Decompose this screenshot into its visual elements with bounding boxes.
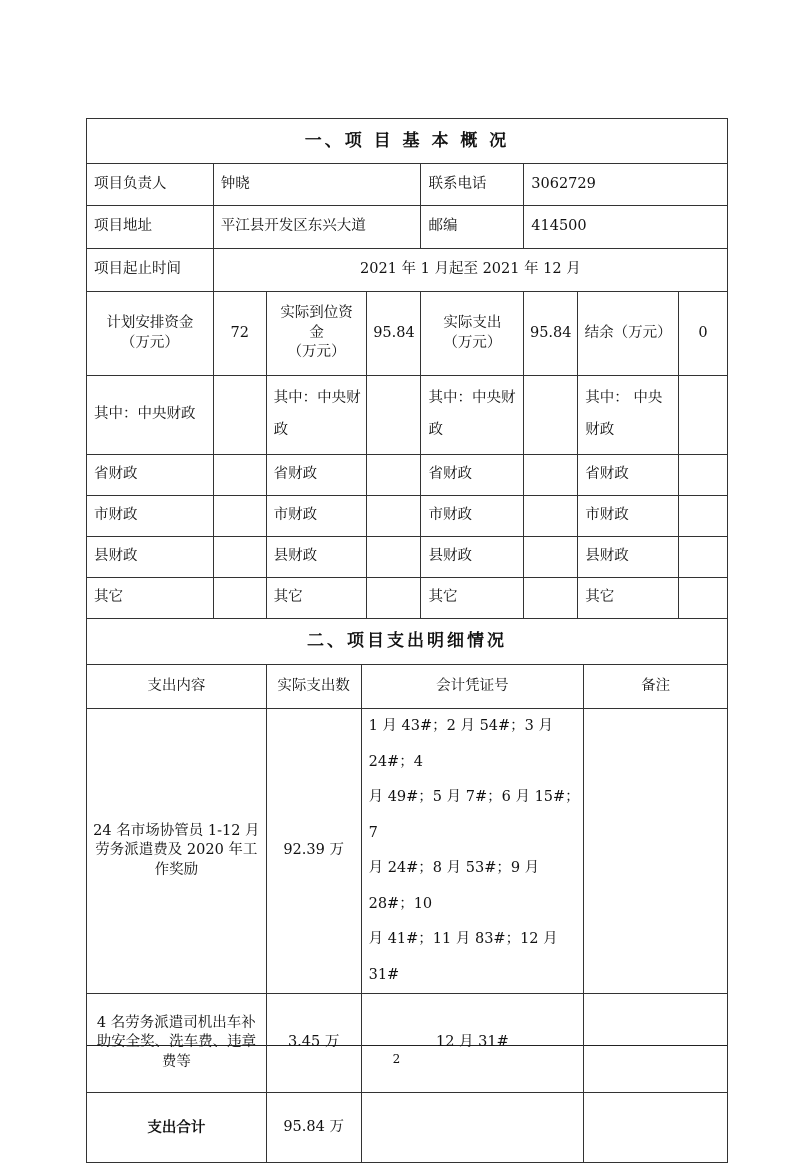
other-finance-label-4: 其它 [578,578,679,619]
address-label: 项目地址 [87,206,214,249]
postcode-value: 414500 [524,206,728,249]
city-finance-label-2: 市财政 [266,496,367,537]
leader-value: 钟晓 [213,164,421,206]
total-amount: 95.84 万 [266,1093,361,1163]
central-finance-label-2: 其中：中央财 政 [266,376,367,455]
expense-detail-table [86,618,728,1163]
row-note [584,709,728,994]
leader-label: 项目负责人 [87,164,214,206]
section1-heading: 一、项 目 基 本 概 况 [87,119,728,164]
central-finance-value-4 [679,376,728,455]
row-amount: 3.45 万 [266,994,361,1093]
row-amount: 92.39 万 [266,709,361,994]
phone-label: 联系电话 [421,164,524,206]
address-value: 平江县开发区东兴大道 [213,206,421,249]
column-header-content: 支出内容 [87,665,267,709]
city-finance-label: 市财政 [87,496,214,537]
row-note [584,994,728,1093]
central-finance-value [213,376,266,455]
county-finance-label-4: 县财政 [578,537,679,578]
row-voucher: 1 月 43#；2 月 54#；3 月 24#；4 月 49#；5 月 7#；6 月 15#；7 月 24#；8 月 53#；9 月 28#；10 月 41#；11 月 83#；12 月 31# [361,709,584,994]
table-row [87,994,728,1093]
central-finance-value-3 [524,376,578,455]
province-finance-label-3: 省财政 [421,455,524,496]
province-finance-label-4: 省财政 [578,455,679,496]
central-finance-label-4: 其中： 中央 财政 [578,376,679,455]
city-finance-label-4: 市财政 [578,496,679,537]
other-finance-label-3: 其它 [421,578,524,619]
balance-label: 结余（万元） [578,292,679,376]
county-finance-label-2: 县财政 [266,537,367,578]
spent-funds-value: 95.84 [524,292,578,376]
table-row [87,709,728,994]
balance-value: 0 [679,292,728,376]
planned-funds-label: 计划安排资金 （万元） [87,292,214,376]
phone-value: 3062729 [524,164,728,206]
row-content: 4 名劳务派遣司机出车补 助安全奖、洗车费、违章 费等 [87,994,267,1093]
period-value: 2021 年 1 月起至 2021 年 12 月 [213,249,727,292]
central-finance-label: 其中：中央财政 [87,376,214,455]
province-finance-label-2: 省财政 [266,455,367,496]
period-label: 项目起止时间 [87,249,214,292]
row-voucher: 12 月 31# [361,994,584,1093]
other-finance-label: 其它 [87,578,214,619]
column-header-voucher: 会计凭证号 [361,665,584,709]
total-label: 支出合计 [87,1093,267,1163]
page-number: 2 [392,1052,401,1066]
column-header-amount: 实际支出数 [266,665,361,709]
planned-funds-value: 72 [213,292,266,376]
province-finance-label: 省财政 [87,455,214,496]
spent-funds-label: 实际支出 （万元） [421,292,524,376]
other-finance-label-2: 其它 [266,578,367,619]
row-content: 24 名市场协管员 1-12 月 劳务派遣费及 2020 年工 作奖励 [87,709,267,994]
actual-funds-value: 95.84 [367,292,421,376]
postcode-label: 邮编 [421,206,524,249]
section2-heading: 二、项目支出明细情况 [87,619,728,665]
central-finance-value-2 [367,376,421,455]
county-finance-label: 县财政 [87,537,214,578]
total-row [87,1093,728,1163]
central-finance-label-3: 其中：中央财 政 [421,376,524,455]
column-header-note: 备注 [584,665,728,709]
actual-funds-label: 实际到位资 金 （万元） [266,292,367,376]
basic-info-table [86,118,728,619]
county-finance-label-3: 县财政 [421,537,524,578]
city-finance-label-3: 市财政 [421,496,524,537]
